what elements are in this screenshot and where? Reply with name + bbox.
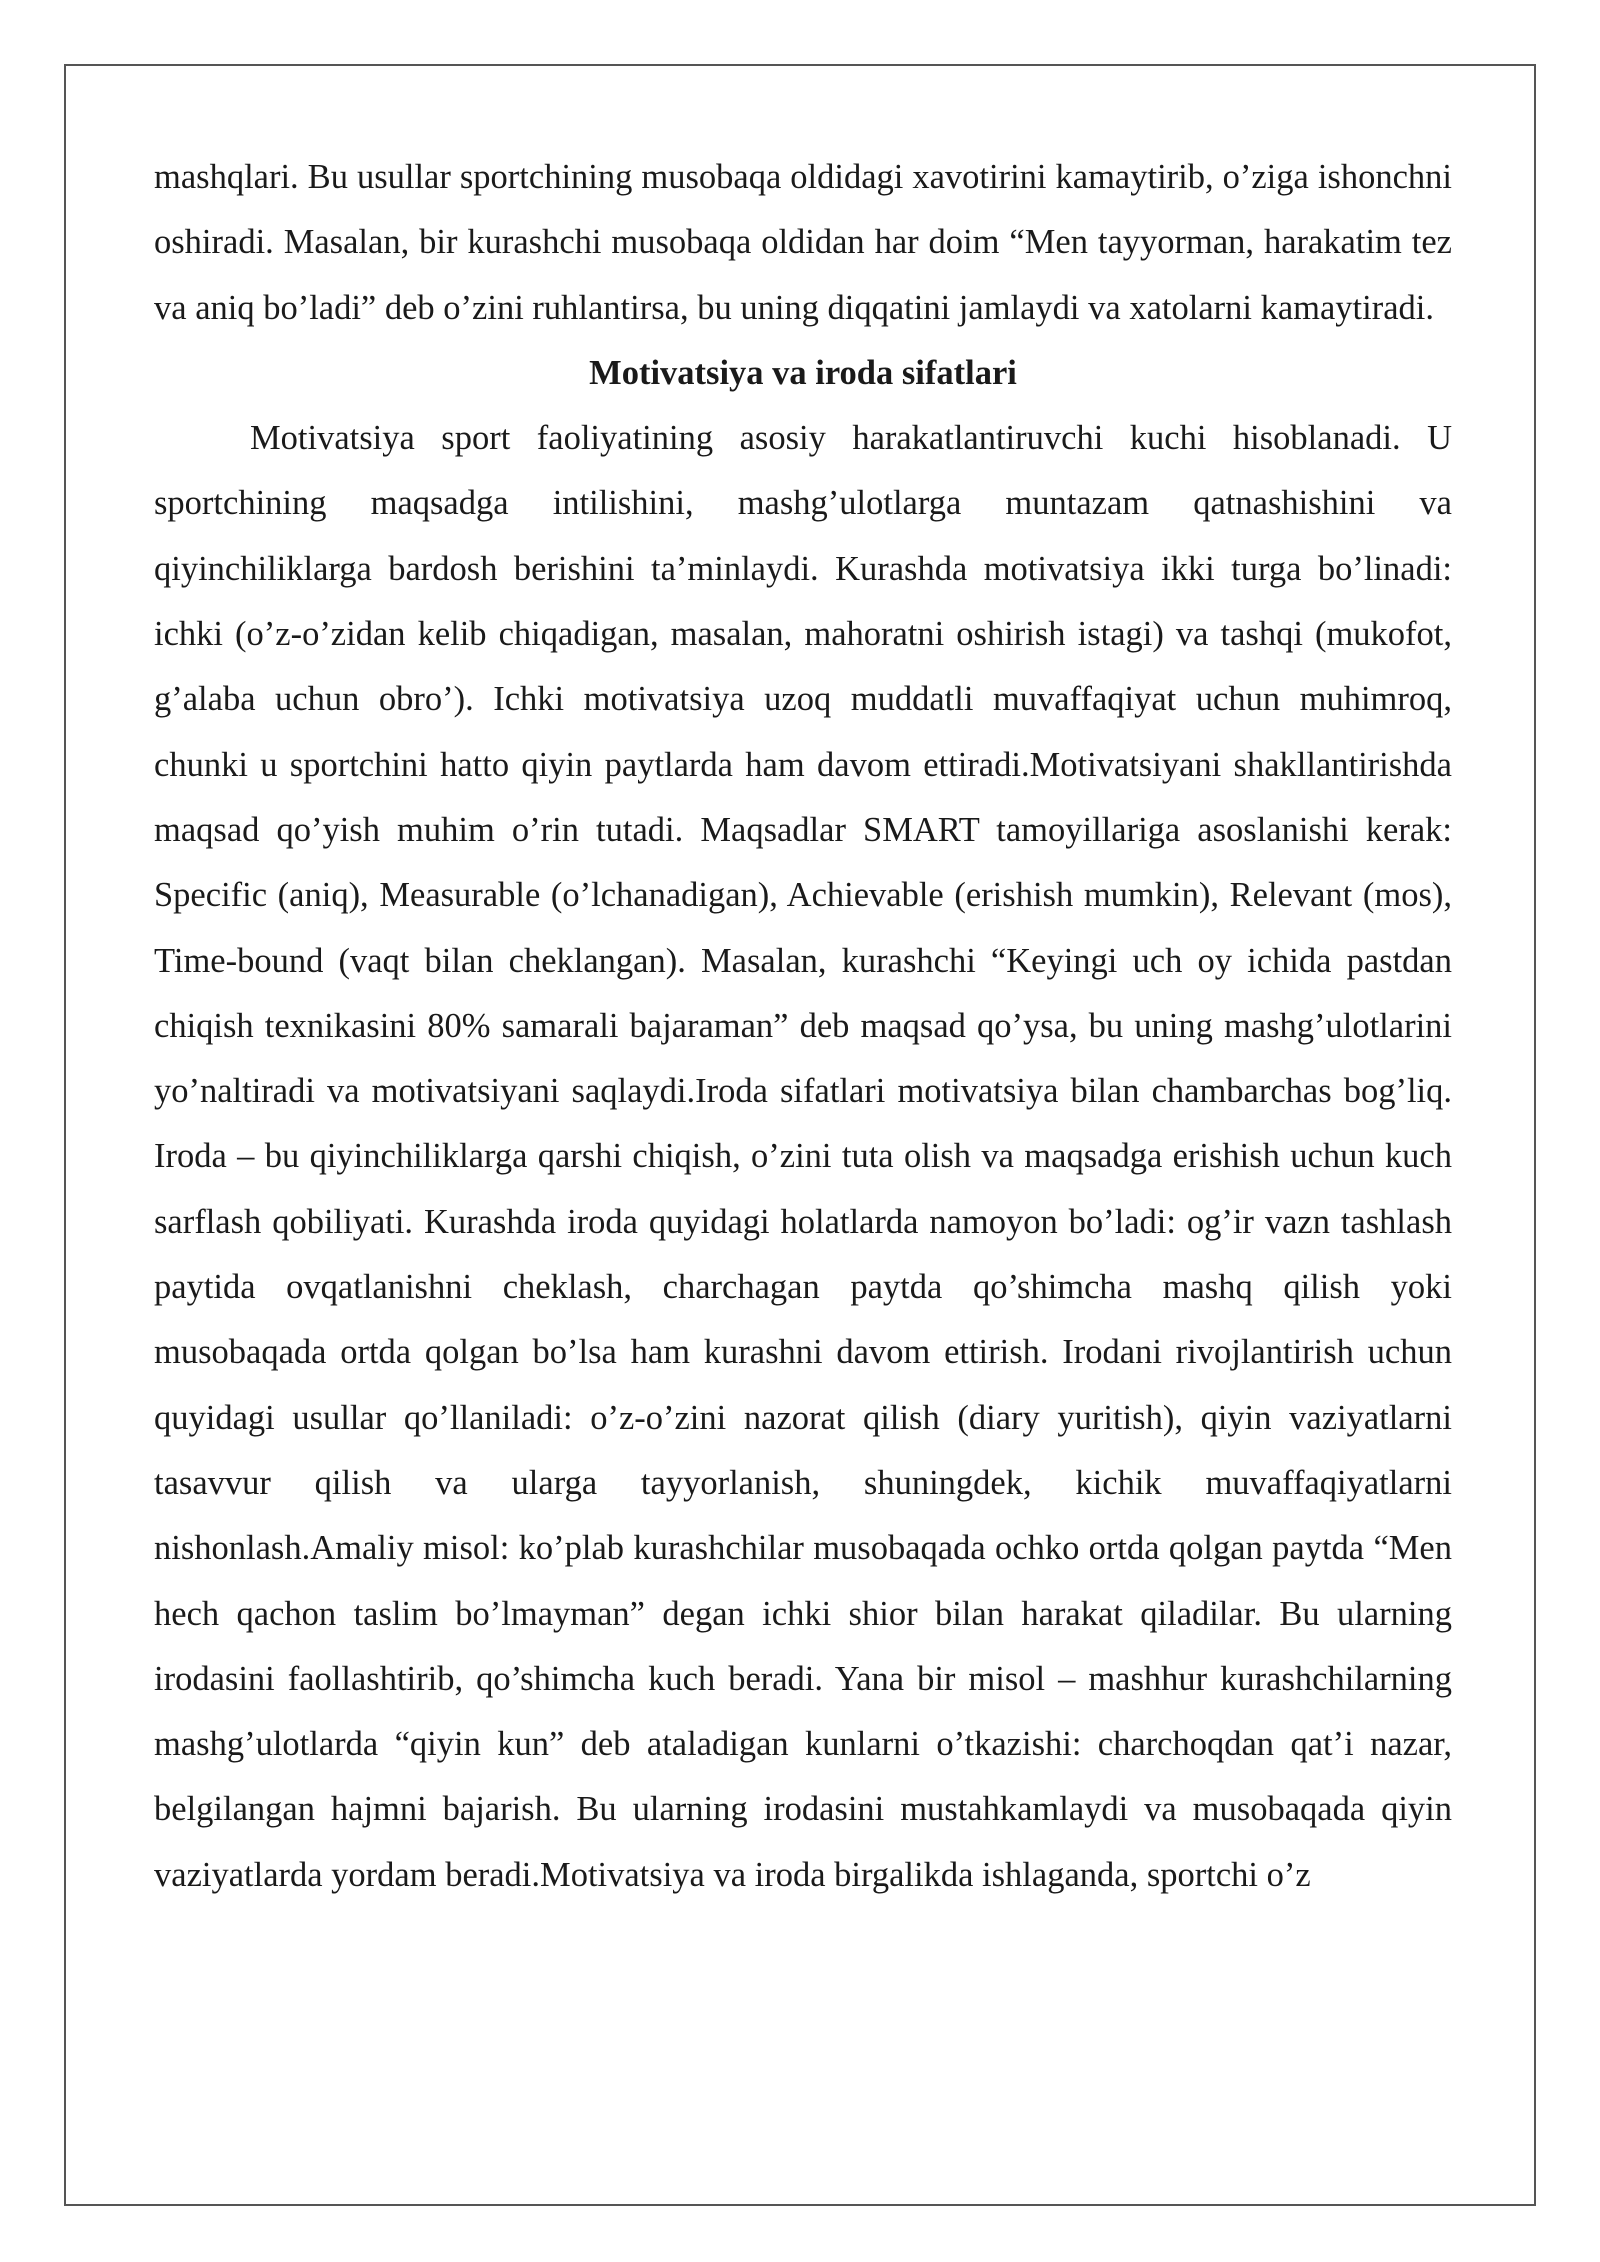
paragraph-continuation: mashqlari. Bu usullar sportchining musobaqa oldidagi xavotirini kamaytirib, o’ziga ishonchni oshiradi. Masalan, bir kurashchi musobaqa oldidan har doim “Men tayyorman, harakatim tez va aniq bo’ladi” deb o’zini ruhlantirsa, bu uning diqqatini jamlaydi va xatolarni kamaytiradi. bbox=[154, 158, 1452, 327]
section-heading: Motivatsiya va iroda sifatlari bbox=[589, 353, 1017, 392]
paragraph-motivation: Motivatsiya sport faoliyatining asosiy harakatlantiruvchi kuchi hisoblanadi. U sportchining maqsadga intilishini, mashg’ulotlarga muntazam qatnashishini va qiyinchiliklarga bardosh berishini ta’minlaydi. Kurashda motivatsiya ikki turga bo’linadi: ichki (o’z-o’zidan kelib chiqadigan, masalan, mahoratni oshirish istagi) va tashqi (mukofot, g’alaba uchun obro’). Ichki motivatsiya uzoq muddatli muvaffaqiyat uchun muhimroq, chunki u sportchini hatto qiyin paytlarda ham davom ettiradi.Motivatsiyani shakllantirishda maqsad qo’yish muhim o’rin tutadi. Maqsadlar SMART tamoyillariga asoslanishi kerak: Specific (aniq), Measurable (o’lchanadigan), Achievable (erishish mumkin), Relevant (mos), Time-bound (vaqt bilan cheklangan). Masalan, kurashchi “Keyingi uch oy ichida pastdan chiqish texnikasini 80% samarali bajaraman” deb maqsad qo’ysa, bu uning mashg’ulotlarini yo’naltiradi va motivatsiyani saqlaydi.Iroda sifatlari motivatsiya bilan chambarchas bog’liq. Iroda – bu qiyinchiliklarga qarshi chiqish, o’zini tuta olish va maqsadga erishish uchun kuch sarflash qobiliyati. Kurashda iroda quyidagi holatlarda namoyon bo’ladi: og’ir vazn tashlash paytida ovqatlanishni cheklash, charchagan paytda qo’shimcha mashq qilish yoki musobaqada ortda qolgan bo’lsa ham kurashni davom ettirish. Irodani rivojlantirish uchun quyidagi usullar qo’llaniladi: o’z-o’zini nazorat qilish (diary yuritish), qiyin vaziyatlarni tasavvur qilish va ularga tayyorlanish, shuningdek, kichik muvaffaqiyatlarni nishonlash.Amaliy misol: ko’plab kurashchilar musobaqada ochko ortda qolgan paytda “Men hech qachon taslim bo’lmayman” degan ichki shior bilan harakat qiladilar. Bu ularning irodasini faollashtirib, qo’shimcha kuch beradi. Yana bir misol – mashhur kurashchilarning mashg’ulotlarda “qiyin kun” deb ataladigan kunlarni o’tkazishi: charchoqdan qat’i nazar, belgilangan hajmni bajarish. Bu ularning irodasini mustahkamlaydi va musobaqada qiyin vaziyatlarda yordam beradi.Motivatsiya va iroda birgalikda ishlaganda, sportchi o’z bbox=[154, 419, 1452, 1894]
document-body bbox=[154, 145, 1452, 1908]
